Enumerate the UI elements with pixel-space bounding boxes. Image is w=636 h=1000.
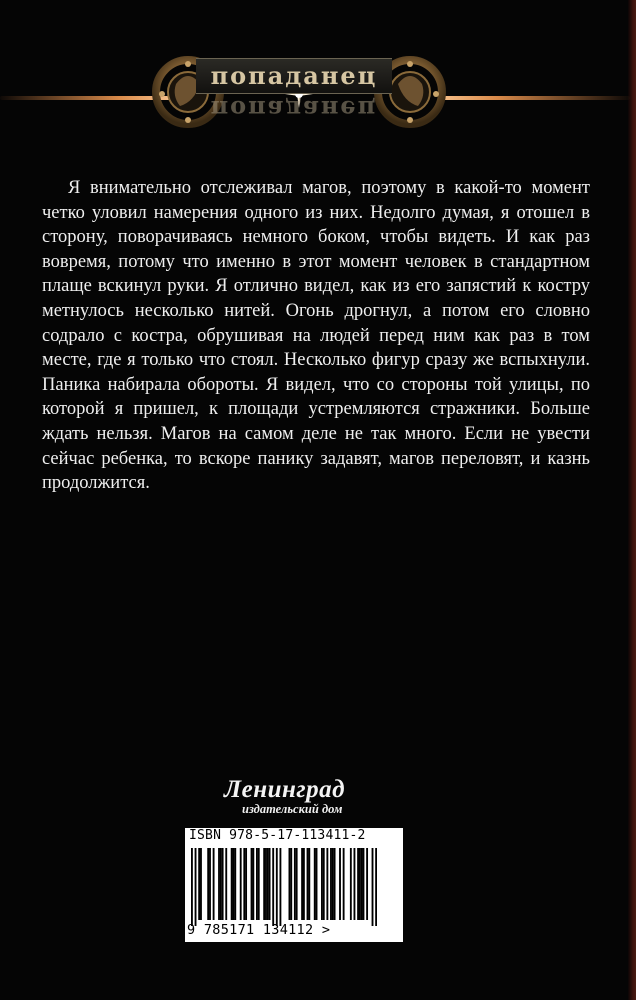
barcode-bar bbox=[240, 848, 242, 920]
barcode-bar bbox=[207, 848, 209, 920]
barcode-bar bbox=[258, 848, 260, 920]
barcode-bar bbox=[191, 848, 193, 926]
publisher-subtitle: издательский дом bbox=[242, 802, 343, 816]
publisher-logo bbox=[216, 776, 406, 826]
barcode-bar bbox=[354, 848, 356, 920]
barcode-digits: 9 785171 134112 > bbox=[187, 922, 331, 938]
barcode-bar bbox=[209, 848, 211, 920]
barcode-bar bbox=[200, 848, 202, 920]
barcode-bar bbox=[234, 848, 236, 920]
barcode-bar bbox=[334, 848, 336, 920]
barcode-bar bbox=[301, 848, 303, 920]
barcode-bar bbox=[218, 848, 220, 920]
barcode-bar bbox=[222, 848, 224, 920]
barcode-bar bbox=[308, 848, 310, 920]
barcode-bars bbox=[191, 848, 377, 926]
barcode-bar bbox=[213, 848, 215, 920]
series-title-reflection: попаданец bbox=[210, 95, 378, 124]
barcode-bar bbox=[359, 848, 361, 920]
barcode-bar bbox=[296, 848, 298, 920]
barcode-bar bbox=[231, 848, 233, 920]
barcode-bar bbox=[290, 848, 292, 920]
barcode-bar bbox=[289, 848, 291, 920]
glow-line-left bbox=[0, 96, 170, 100]
barcode-bar bbox=[321, 848, 323, 920]
barcode-bar bbox=[265, 848, 267, 920]
barcode-bar bbox=[339, 848, 341, 920]
barcode-bar bbox=[357, 848, 359, 920]
barcode-bar bbox=[198, 848, 200, 920]
barcode-bar bbox=[294, 848, 296, 920]
barcode-bar bbox=[220, 848, 222, 920]
barcode-bar bbox=[267, 848, 269, 920]
barcode-bar bbox=[252, 848, 254, 920]
barcode-bar bbox=[225, 848, 227, 920]
barcode-bar bbox=[372, 848, 374, 926]
barcode-bar bbox=[350, 848, 352, 920]
barcode-bar bbox=[245, 848, 247, 920]
barcode-bar bbox=[314, 848, 316, 920]
barcode-bar bbox=[233, 848, 235, 920]
barcode-bar bbox=[361, 848, 363, 920]
isbn-label: ISBN 978-5-17-113411-2 bbox=[189, 828, 366, 843]
barcode-bar bbox=[279, 848, 281, 926]
barcode-bar bbox=[303, 848, 305, 920]
barcode-bar bbox=[363, 848, 365, 920]
barcode-bar bbox=[195, 848, 197, 926]
barcode-bar bbox=[276, 848, 278, 926]
barcode-bar bbox=[256, 848, 258, 920]
barcode-bar bbox=[243, 848, 245, 920]
glow-line-right bbox=[440, 96, 630, 100]
barcode-bar bbox=[272, 848, 274, 926]
barcode-bar bbox=[323, 848, 325, 920]
barcode-bar bbox=[263, 848, 265, 920]
barcode-bar bbox=[366, 848, 368, 920]
barcode-bar bbox=[307, 848, 309, 920]
barcode-bar bbox=[375, 848, 377, 926]
barcode-bar bbox=[332, 848, 334, 920]
barcode-bar bbox=[316, 848, 318, 920]
barcode-bar bbox=[269, 848, 271, 920]
publisher-name: Ленинград bbox=[224, 776, 346, 803]
barcode-bar bbox=[330, 848, 332, 920]
barcode-bar bbox=[326, 848, 328, 920]
series-title: попаданец bbox=[196, 58, 392, 94]
barcode-bar bbox=[251, 848, 253, 920]
barcode-panel bbox=[185, 828, 403, 942]
barcode-bar bbox=[343, 848, 345, 920]
spine-edge bbox=[628, 0, 636, 1000]
blurb-text: Я внимательно отслеживал магов, поэтому в какой-то момент четко уловил намерения одного из них. Недолго думая, я отошел в сторону, поворачиваясь немного боком, чтобы видеть. И как раз вовремя, потому что именно в этот момент человек в стандартном плаще вскинул руки. Я отлично видел, как из его запястий к костру метнулось несколько нитей. Огонь дрогнул, а потом его словно содрало с костра, обрушивая на людей перед ним как раз в том месте, где я только что стоял. Несколько фигур сразу же вспыхнули. Паника набирала обороты. Я видел, что со стороны той улицы, по которой я пришел, к площади устремляются стражники. Больше ждать нельзя. Магов на самом деле не так много. Если не увести сейчас ребенка, то вскоре панику задавят, магов переловят, и казнь продолжится. bbox=[42, 178, 590, 494]
